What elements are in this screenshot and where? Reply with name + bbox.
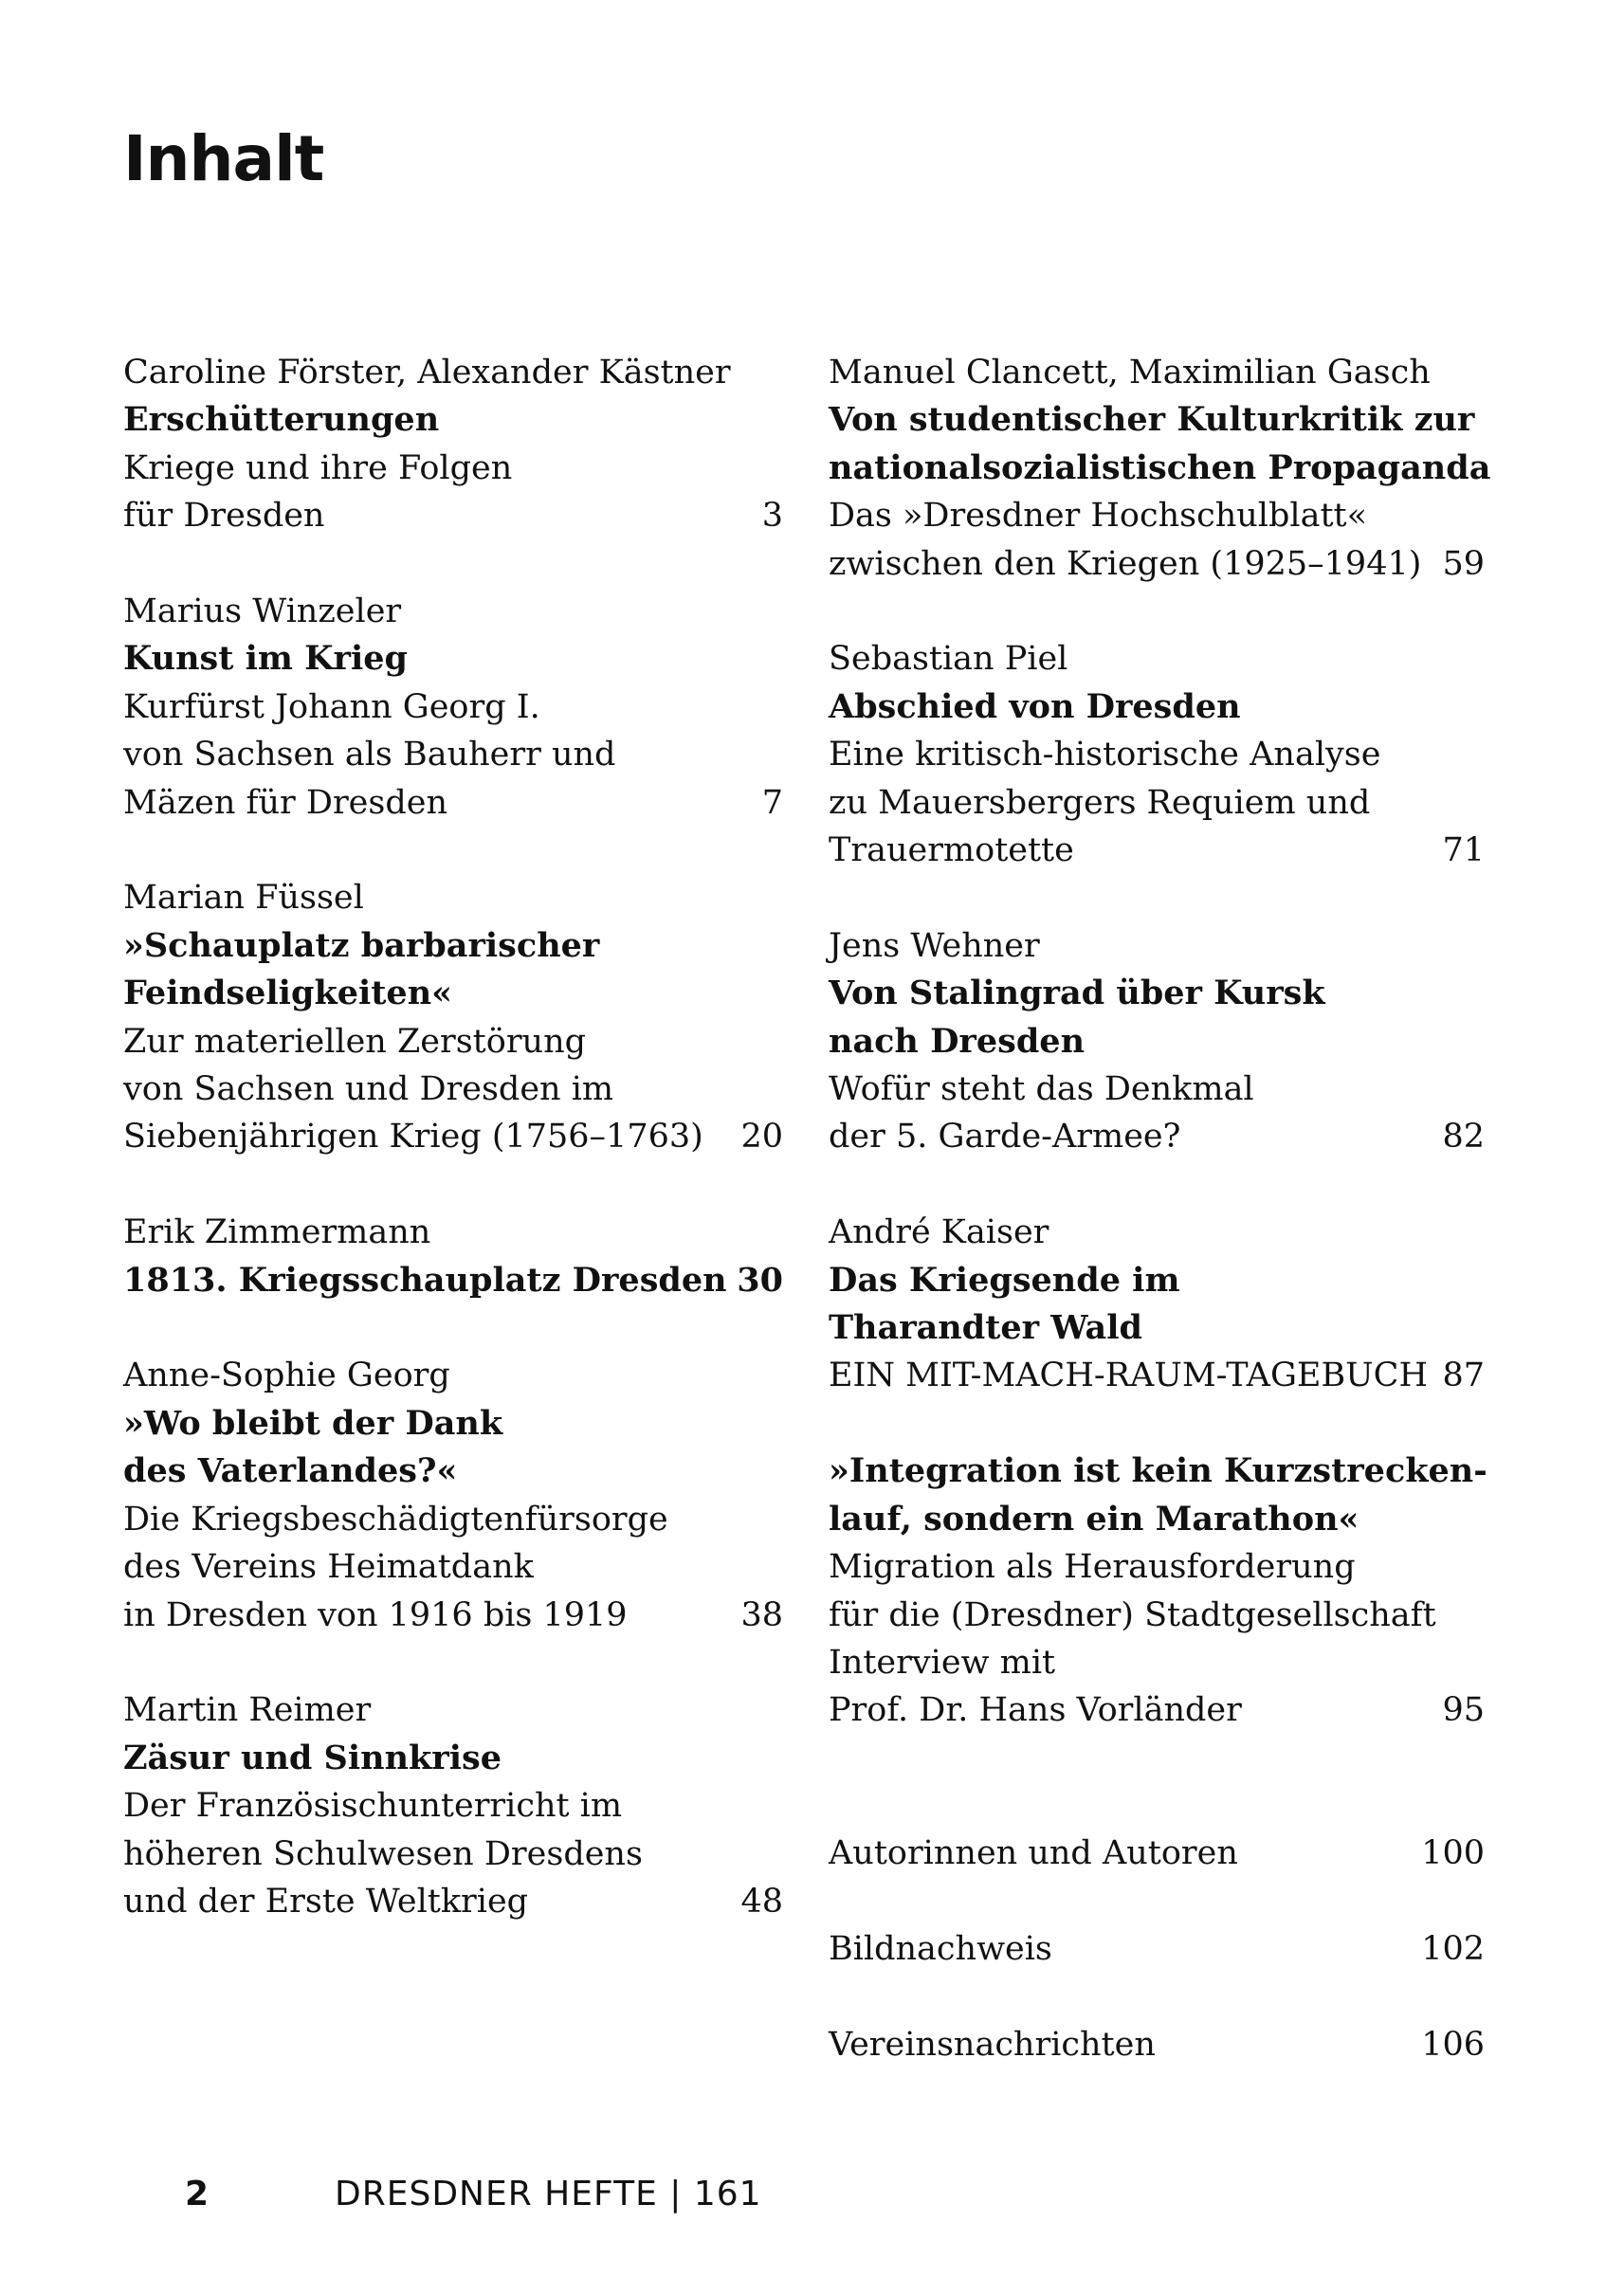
toc-backmatter-entry	[829, 1830, 1485, 1877]
toc-entry-subtitle-line	[123, 1066, 783, 1113]
toc-entry-subtitle: Kurfürst Johann Georg I.	[123, 687, 540, 726]
toc-entry-subtitle-line	[829, 1592, 1485, 1639]
toc-entry-author-line	[123, 874, 783, 921]
toc-entry-title-line	[829, 1018, 1485, 1066]
toc-entry-page-number: 3	[761, 497, 783, 536]
toc-entry-subtitle: Migration als Herausforderung	[829, 1548, 1356, 1587]
toc-entry-subtitle: Zur materiellen Zerstörung	[123, 1022, 587, 1061]
toc-entry-author-line	[123, 1352, 783, 1399]
toc-entry	[123, 588, 783, 827]
toc-entry-title: Zäsur und Sinnkrise	[123, 1738, 502, 1777]
toc-entry-subtitle-line	[123, 731, 783, 778]
toc-entry-subtitle-line	[123, 492, 783, 539]
toc-entry	[829, 349, 1491, 588]
toc-entry-subtitle-line	[829, 1066, 1485, 1113]
toc-entry-page-number: 59	[1442, 544, 1485, 583]
toc-entry-subtitle-line	[829, 731, 1485, 778]
toc-backmatter-line	[829, 2021, 1485, 2068]
toc-entry-subtitle: Mäzen für Dresden	[123, 783, 448, 822]
toc-entry-page-number: 71	[1442, 831, 1485, 870]
toc-entry-author: Manuel Clancett, Maximilian Gasch	[829, 354, 1431, 392]
toc-entry-subtitle-line	[123, 1543, 783, 1591]
toc-entry-title: nationalsozialistischen Propaganda	[829, 447, 1491, 487]
toc-entry	[829, 922, 1485, 1161]
toc-entry-subtitle: von Sachsen und Dresden im	[123, 1070, 614, 1109]
page-title: Inhalt	[123, 122, 324, 195]
toc-entry-title: Erschütterungen	[123, 400, 440, 440]
toc-entry-subtitle-line	[123, 1878, 783, 1925]
toc-entry-title: Abschied von Dresden	[829, 686, 1241, 726]
toc-entry-page-number: 95	[1442, 1691, 1485, 1730]
toc-section-gap	[829, 1782, 1485, 1830]
toc-entry-title: »Integration ist kein Kurzstrecken-	[829, 1451, 1487, 1491]
toc-entry-subtitle-line	[829, 540, 1485, 588]
toc-entry-subtitle: Die Kriegsbeschädigtenfürsorge	[123, 1500, 668, 1539]
toc-entry-author: Marian Füssel	[123, 879, 364, 918]
toc-backmatter-line	[829, 1925, 1485, 1973]
toc-entry	[123, 1209, 783, 1304]
toc-entry-subtitle-line	[123, 683, 783, 731]
toc-entry-title-line	[123, 1400, 783, 1448]
toc-entry-title: Von studentischer Kulturkritik zur	[829, 400, 1475, 440]
toc-entry-subtitle: und der Erste Weltkrieg	[123, 1882, 529, 1921]
toc-entry-title-line	[123, 635, 783, 683]
toc-entry-title: »Wo bleibt der Dank	[123, 1403, 503, 1443]
toc-entry-subtitle: des Vereins Heimatdank	[123, 1548, 534, 1587]
toc-entry-subtitle: für die (Dresdner) Stadtgesellschaft	[829, 1595, 1436, 1634]
toc-backmatter-label: Vereinsnachrichten	[829, 2025, 1156, 2064]
toc-entry-author: Anne-Sophie Georg	[123, 1357, 450, 1395]
toc-entry-author-line	[829, 635, 1485, 683]
toc-entry-title-line	[829, 970, 1485, 1017]
toc-entry-subtitle: Wofür steht das Denkmal	[829, 1070, 1254, 1109]
toc-entry	[829, 1209, 1485, 1400]
toc-entry-subtitle-line	[123, 1592, 783, 1639]
toc-entry-author-line	[829, 349, 1485, 396]
toc-entry-author: Erik Zimmermann	[123, 1213, 431, 1252]
toc-entry-title: 1813. Kriegsschauplatz Dresden	[123, 1260, 727, 1300]
toc-entry-subtitle: Siebenjährigen Krieg (1756–1763)	[123, 1118, 703, 1157]
toc-entry-subtitle: Kriege und ihre Folgen	[123, 448, 513, 487]
toc-entry-page-number: 20	[740, 1118, 783, 1157]
toc-entry-author-line	[123, 349, 783, 396]
toc-entry-subtitle-line	[123, 1113, 783, 1160]
toc-entry-title: Von Stalingrad über Kursk	[829, 974, 1325, 1013]
toc-entry-title-line	[123, 922, 783, 970]
toc-entry-author-line	[123, 588, 783, 635]
footer-page-number: 2	[185, 2175, 210, 2213]
toc-entry	[829, 635, 1485, 874]
toc-backmatter-page-number: 106	[1421, 2025, 1485, 2064]
toc-entry-title-line	[123, 1448, 783, 1495]
toc-entry-subtitle: der 5. Garde-Armee?	[829, 1118, 1181, 1157]
toc-entry-subtitle: in Dresden von 1916 bis 1919	[123, 1595, 628, 1634]
toc-entry-subtitle-line	[123, 1782, 783, 1830]
toc-entry-title: Feindseligkeiten«	[123, 974, 453, 1013]
toc-entry-author: Martin Reimer	[123, 1691, 372, 1730]
toc-entry-subtitle-line	[123, 779, 783, 827]
toc-entry	[123, 1686, 783, 1925]
toc-entry-subtitle: Interview mit	[829, 1643, 1056, 1682]
toc-entry-page-number: 87	[1442, 1357, 1485, 1395]
toc-entry-title-line	[829, 1304, 1485, 1352]
toc-left-column	[123, 349, 783, 1974]
footer-series-title: DRESDNER HEFTE | 161	[335, 2175, 762, 2213]
toc-entry-author: André Kaiser	[829, 1213, 1049, 1252]
toc-entry-author: Jens Wehner	[829, 926, 1040, 965]
toc-entry-title: »Schauplatz barbarischer	[123, 925, 600, 965]
toc-entry-subtitle: Der Französischunterricht im	[123, 1787, 623, 1826]
toc-backmatter-entry	[829, 1925, 1485, 1973]
toc-entry	[123, 874, 783, 1160]
toc-entry-subtitle: Das »Dresdner Hochschulblatt«	[829, 497, 1367, 536]
toc-entry-subtitle-line	[829, 1113, 1485, 1160]
toc-backmatter-label: Autorinnen und Autoren	[829, 1834, 1238, 1873]
toc-entry-title-line	[123, 970, 783, 1017]
toc-entry-subtitle-line	[829, 1639, 1485, 1686]
toc-entry-title-line	[123, 1257, 783, 1304]
toc-entry-subtitle: höheren Schulwesen Dresdens	[123, 1834, 643, 1873]
toc-backmatter-page-number: 102	[1421, 1929, 1485, 1968]
toc-entry-subtitle: zwischen den Kriegen (1925–1941)	[829, 544, 1422, 583]
toc-entry-subtitle-line	[123, 445, 783, 492]
toc-backmatter-line	[829, 1830, 1485, 1877]
toc-entry-title-line	[829, 445, 1491, 492]
toc-entry-author-line	[123, 1686, 783, 1734]
toc-entry-title-line	[829, 1496, 1485, 1543]
toc-entry-title-line	[829, 396, 1485, 444]
toc-backmatter-label: Bildnachweis	[829, 1929, 1052, 1968]
toc-entry-subtitle-line	[829, 1686, 1485, 1734]
toc-entry-subtitle: von Sachsen als Bauherr und	[123, 736, 616, 774]
toc-entry-author: Marius Winzeler	[123, 592, 402, 631]
toc-entry	[829, 1448, 1485, 1734]
toc-entry	[123, 349, 783, 540]
toc-entry-subtitle-line	[123, 1018, 783, 1066]
toc-entry-subtitle-line	[123, 1496, 783, 1543]
toc-entry-title-line	[829, 1448, 1485, 1495]
toc-entry-subtitle: Trauermotette	[829, 831, 1074, 870]
toc-backmatter-entry	[829, 2021, 1485, 2068]
toc-entry-subtitle: Eine kritisch-historische Analyse	[829, 736, 1381, 774]
toc-entry-subtitle-line	[123, 1831, 783, 1878]
toc-entry-author-line	[123, 1209, 783, 1256]
toc-entry-title: lauf, sondern ein Marathon«	[829, 1499, 1359, 1539]
toc-entry-subtitle: EIN MIT-MACH-RAUM-TAGEBUCH	[829, 1357, 1428, 1395]
toc-entry-subtitle: zu Mauersbergers Requiem und	[829, 783, 1371, 822]
toc-entry-subtitle-line	[829, 827, 1485, 874]
toc-backmatter-page-number: 100	[1421, 1834, 1485, 1873]
toc-entry-subtitle-line	[829, 1352, 1485, 1399]
toc-entry-page-number: 48	[740, 1882, 783, 1921]
toc-entry-title: des Vaterlandes?«	[123, 1451, 458, 1491]
toc-entry-page-number: 82	[1442, 1118, 1485, 1157]
toc-entry-title-line	[123, 396, 783, 444]
toc-entry-subtitle-line	[829, 1543, 1485, 1591]
toc-entry-title: Kunst im Krieg	[123, 639, 409, 679]
toc-entry-page-number: 7	[761, 783, 783, 822]
toc-entry-page-number: 30	[737, 1260, 783, 1300]
toc-entry-subtitle: für Dresden	[123, 497, 325, 536]
toc-entry-title: Tharandter Wald	[829, 1308, 1142, 1348]
toc-entry-title: nach Dresden	[829, 1021, 1086, 1061]
toc-entry	[123, 1352, 783, 1638]
toc-entry-title-line	[829, 683, 1485, 731]
toc-entry-author: Caroline Förster, Alexander Kästner	[123, 354, 731, 392]
toc-entry-author-line	[829, 1209, 1485, 1256]
toc-entry-subtitle: Prof. Dr. Hans Vorländer	[829, 1691, 1242, 1730]
toc-entry-subtitle-line	[829, 492, 1485, 539]
toc-entry-page-number: 38	[740, 1595, 783, 1634]
toc-entry-title: Das Kriegsende im	[829, 1260, 1180, 1300]
toc-entry-author: Sebastian Piel	[829, 640, 1068, 679]
toc-entry-author-line	[829, 922, 1485, 970]
toc-entry-title-line	[829, 1257, 1485, 1304]
toc-right-column	[829, 349, 1491, 2117]
toc-entry-subtitle-line	[829, 779, 1485, 827]
toc-entry-title-line	[123, 1735, 783, 1782]
